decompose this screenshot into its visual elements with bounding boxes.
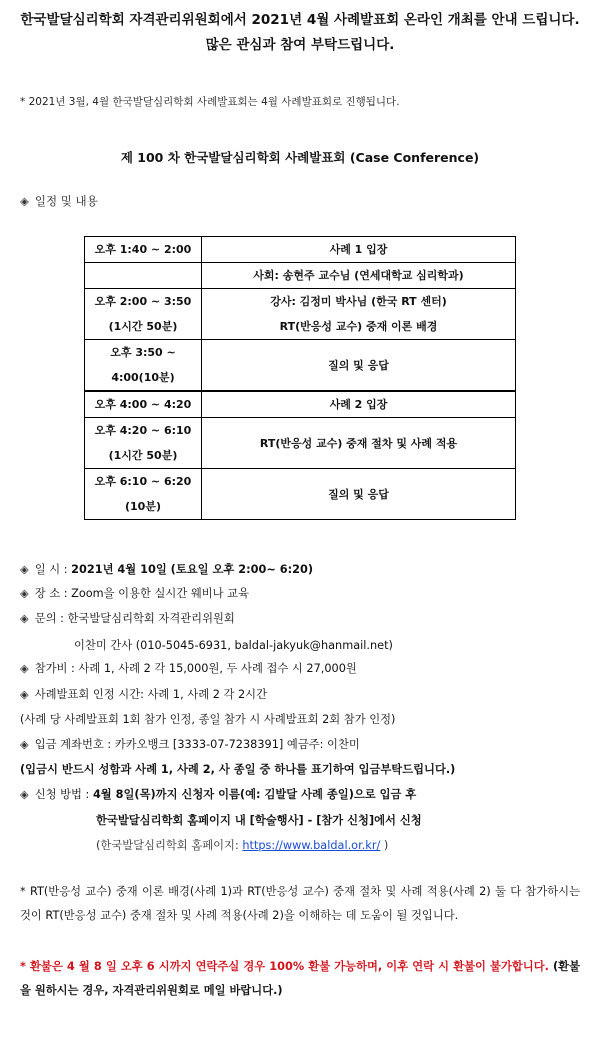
account-line xyxy=(20,737,360,753)
time-line-1: 오후 3:50 ~ xyxy=(110,346,176,359)
cert-line xyxy=(20,687,267,703)
table-row xyxy=(85,340,516,392)
content-line-2: RT(반응성 교수) 중재 이론 배경 xyxy=(279,320,438,333)
time-cell xyxy=(85,418,202,469)
diamond-bullet-icon: ◈ xyxy=(20,788,29,801)
content-cell: 사례 1 입장 xyxy=(202,237,516,263)
contact-text: 문의 : 한국발달심리학회 자격관리위원회 xyxy=(34,612,235,625)
announcement-header xyxy=(0,8,600,58)
time-cell: 오후 1:40 ~ 2:00 xyxy=(85,237,202,263)
conference-title: 제 100 차 한국발달심리학회 사례발표회 (Case Conference) xyxy=(120,150,480,165)
content-line-1: 강사: 김정미 박사님 (한국 RT 센터) xyxy=(270,295,447,308)
content-cell: 질의 및 응답 xyxy=(202,469,516,520)
homepage-prefix: (한국발달심리학회 홈페이지: xyxy=(96,839,243,852)
apply-step-2: 한국발달심리학회 홈페이지 내 [학술행사] - [참가 신청]에서 신청 xyxy=(96,814,422,827)
fee-line xyxy=(20,661,357,677)
header-line-1: 한국발달심리학회 자격관리위원회에서 2021년 4월 사례발표회 온라인 개최를 안내 드립니다. xyxy=(20,12,580,28)
schedule-table xyxy=(84,236,516,520)
apply-step-1: 4월 8일(목)까지 신청자 이름(예: 김발달 사례 종일)으로 입금 후 xyxy=(92,788,417,801)
apply-label: 신청 방법 : xyxy=(34,788,90,801)
fee-text: 참가비 : 사례 1, 사례 2 각 15,000원, 두 사례 접수 시 27,000원 xyxy=(34,662,357,675)
content-cell xyxy=(202,289,516,340)
time-line-2: (1시간 50분) xyxy=(108,320,178,333)
cert-text: 사례발표회 인정 시간: 사례 1, 사례 2 각 2시간 xyxy=(34,688,267,701)
time-line-2: 4:00(10분) xyxy=(111,371,175,384)
time-cell xyxy=(85,289,202,340)
content-cell: RT(반응성 교수) 중재 절차 및 사례 적용 xyxy=(202,418,516,469)
diamond-bullet-icon: ◈ xyxy=(20,563,29,576)
date-label: 일 시 : xyxy=(34,563,68,576)
refund-warning: * 환불은 4 월 8 일 오후 6 시까지 연락주실 경우 100% 환불 가능하며, 이후 연락 시 환불이 불가합니다. xyxy=(20,960,549,973)
content-cell: 사회: 송현주 교수님 (연세대학교 심리학과) xyxy=(202,263,516,289)
diamond-bullet-icon: ◈ xyxy=(20,587,29,600)
table-row xyxy=(85,391,516,418)
cert-note: (사례 당 사례발표회 1회 참가 인정, 종일 참가 시 사례발표회 2회 참가 인정) xyxy=(20,713,396,726)
time-cell xyxy=(85,469,202,520)
diamond-bullet-icon: ◈ xyxy=(20,194,29,208)
diamond-bullet-icon: ◈ xyxy=(20,662,29,675)
time-cell: 오후 4:00 ~ 4:20 xyxy=(85,391,202,418)
date-line xyxy=(20,562,313,578)
apply-line xyxy=(20,787,416,803)
table-row xyxy=(85,469,516,520)
homepage-link[interactable]: https://www.baldal.or.kr/ xyxy=(242,839,381,852)
time-line-1: 오후 4:20 ~ 6:10 xyxy=(94,424,192,437)
contact-person: 이찬미 간사 (010-5045-6931, baldal-jakyuk@hanmail.net) xyxy=(74,639,393,652)
place-line xyxy=(20,586,249,602)
date-value: 2021년 4월 10일 (토요일 오후 2:00~ 6:20) xyxy=(71,563,314,576)
time-line-2: (10분) xyxy=(125,500,161,513)
place-text: 장 소 : Zoom을 이용한 실시간 웨비나 교육 xyxy=(34,587,249,600)
content-cell: 질의 및 응답 xyxy=(202,340,516,392)
homepage-suffix: ) xyxy=(380,839,389,852)
time-line-1: 오후 2:00 ~ 3:50 xyxy=(94,295,192,308)
table-row xyxy=(85,263,516,289)
refund-paragraph xyxy=(20,955,580,1003)
content-cell: 사례 2 입장 xyxy=(202,391,516,418)
table-row xyxy=(85,289,516,340)
time-cell xyxy=(85,263,202,289)
table-row xyxy=(85,418,516,469)
diamond-bullet-icon: ◈ xyxy=(20,612,29,625)
merge-note: * 2021년 3월, 4월 한국발달심리학회 사례발표회는 4월 사례발표회로 진행됩니다. xyxy=(20,96,400,108)
schedule-heading-text: 일정 및 내용 xyxy=(34,194,98,208)
contact-line xyxy=(20,611,235,627)
time-line-1: 오후 6:10 ~ 6:20 xyxy=(94,475,192,488)
schedule-section-heading xyxy=(20,193,98,209)
time-line-2: (1시간 50분) xyxy=(108,449,178,462)
table-row xyxy=(85,237,516,263)
diamond-bullet-icon: ◈ xyxy=(20,738,29,751)
diamond-bullet-icon: ◈ xyxy=(20,688,29,701)
account-text: 입금 계좌번호 : 카카오뱅크 [3333-07-7238391] 예금주: 이찬미 xyxy=(34,738,360,751)
recommendation-paragraph: * RT(반응성 교수) 중재 이론 배경(사례 1)과 RT(반응성 교수) 중재 절차 및 사례 적용(사례 2) 둘 다 참가하시는 것이 RT(반응성 교수) 중재 절차 및 사례 적용(사례 2)을 이해하는 데 도움이 될 것입니다. xyxy=(20,885,580,922)
account-note: (입금시 반드시 성함과 사례 1, 사례 2, 사 종일 중 하나를 표기하여 입금부탁드립니다.) xyxy=(20,763,456,776)
time-cell xyxy=(85,340,202,392)
refund-contact: (환불을 원하시는 경우, 자격관리위원회로 메일 바랍니다.) xyxy=(20,960,581,997)
homepage-line xyxy=(96,837,388,853)
header-line-2: 많은 관심과 참여 부탁드립니다. xyxy=(205,37,395,53)
